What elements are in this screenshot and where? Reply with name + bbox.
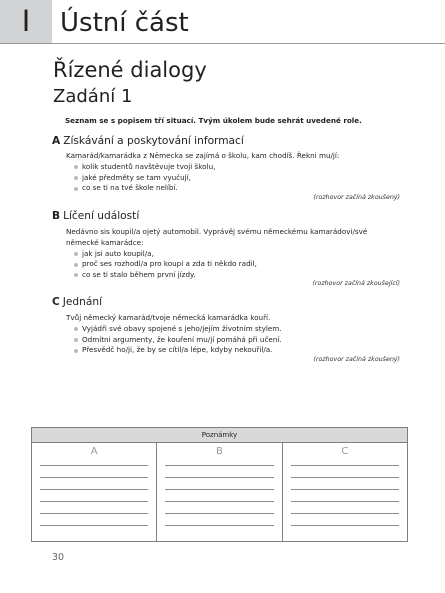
section-b-body <box>66 227 386 281</box>
page-header <box>0 0 445 43</box>
notes-column-label: B <box>216 446 223 457</box>
writing-line[interactable] <box>291 525 399 526</box>
writing-line[interactable] <box>165 501 273 502</box>
section-title: Jednání <box>62 296 103 308</box>
writing-line[interactable] <box>291 465 399 466</box>
section-text: Tvůj německý kamarád/tvoje německá kamarádka kouří. <box>66 313 271 322</box>
section-a-body <box>66 151 386 194</box>
notes-title: Poznámky <box>32 428 407 443</box>
writing-line[interactable] <box>291 501 399 502</box>
notes-box <box>31 427 408 542</box>
writing-line[interactable] <box>40 489 148 490</box>
section-b-heading <box>52 209 139 223</box>
section-c-body <box>66 313 386 356</box>
section-c-heading <box>52 295 102 309</box>
bullet-item: kolik studentů navštěvuje tvoji školu, <box>74 162 386 173</box>
writing-line[interactable] <box>165 477 273 478</box>
notes-column-b <box>156 443 281 541</box>
bullet-list <box>66 324 386 356</box>
writing-line[interactable] <box>291 513 399 514</box>
bullet-item: co se ti na tvé škole nelíbí. <box>74 183 386 194</box>
bullet-item: Vyjádři své obavy spojené s jeho/jejím životním stylem. <box>74 324 386 335</box>
page-title: Ústní část <box>60 8 189 38</box>
section-a-note: (rozhovor začíná zkoušený) <box>313 194 400 201</box>
bullet-item: jak jsi auto koupil/a, <box>74 249 386 260</box>
section-letter: B <box>52 210 61 222</box>
writing-line[interactable] <box>165 489 273 490</box>
writing-line[interactable] <box>40 525 148 526</box>
section-letter: A <box>52 135 61 147</box>
bullet-list <box>66 162 386 194</box>
section-title: Získávání a poskytování informací <box>63 135 244 147</box>
bullet-list <box>66 249 386 281</box>
bullet-item: Přesvědč ho/ji, že by se cítil/a lépe, kdyby nekouřil/a. <box>74 345 386 356</box>
writing-line[interactable] <box>165 513 273 514</box>
writing-line[interactable] <box>291 477 399 478</box>
notes-columns <box>32 443 407 541</box>
writing-line[interactable] <box>40 477 148 478</box>
writing-line[interactable] <box>40 513 148 514</box>
section-a-heading <box>52 134 244 148</box>
writing-line[interactable] <box>291 489 399 490</box>
header-rule <box>0 43 445 44</box>
section-c-note: (rozhovor začíná zkoušený) <box>313 356 400 363</box>
section-text: Nedávno sis koupil/a ojetý automobil. Vyprávěj svému německému kamarádovi/své německé kamarádce: <box>66 227 368 247</box>
bullet-item: jaké předměty se tam vyučují, <box>74 173 386 184</box>
bullet-item: Odmítni argumenty, že kouření mu/jí pomáhá při učení. <box>74 335 386 346</box>
chapter-heading: Řízené dialogy <box>53 58 207 82</box>
bullet-item: co se ti stalo během první jízdy. <box>74 270 386 281</box>
writing-line[interactable] <box>165 465 273 466</box>
task-heading: Zadání 1 <box>53 86 133 107</box>
notes-column-a <box>32 443 156 541</box>
page-number: 30 <box>52 552 65 563</box>
section-text: Kamarád/kamarádka z Německa se zajímá o školu, kam chodíš. Řekni mu/jí: <box>66 151 340 160</box>
writing-line[interactable] <box>40 465 148 466</box>
section-number-tab: I <box>0 0 52 43</box>
section-title: Líčení událostí <box>63 210 140 222</box>
bullet-item: proč ses rozhodl/a pro koupi a zda ti někdo radil, <box>74 259 386 270</box>
notes-column-label: C <box>341 446 349 457</box>
notes-column-label: A <box>90 446 98 457</box>
task-instructions: Seznam se s popisem tří situací. Tvým úkolem bude sehrát uvedené role. <box>65 116 362 125</box>
section-letter: C <box>52 296 60 308</box>
writing-line[interactable] <box>40 501 148 502</box>
writing-line[interactable] <box>165 525 273 526</box>
section-b-note: (rozhovor začíná zkoušející) <box>312 280 400 287</box>
notes-column-c <box>282 443 407 541</box>
